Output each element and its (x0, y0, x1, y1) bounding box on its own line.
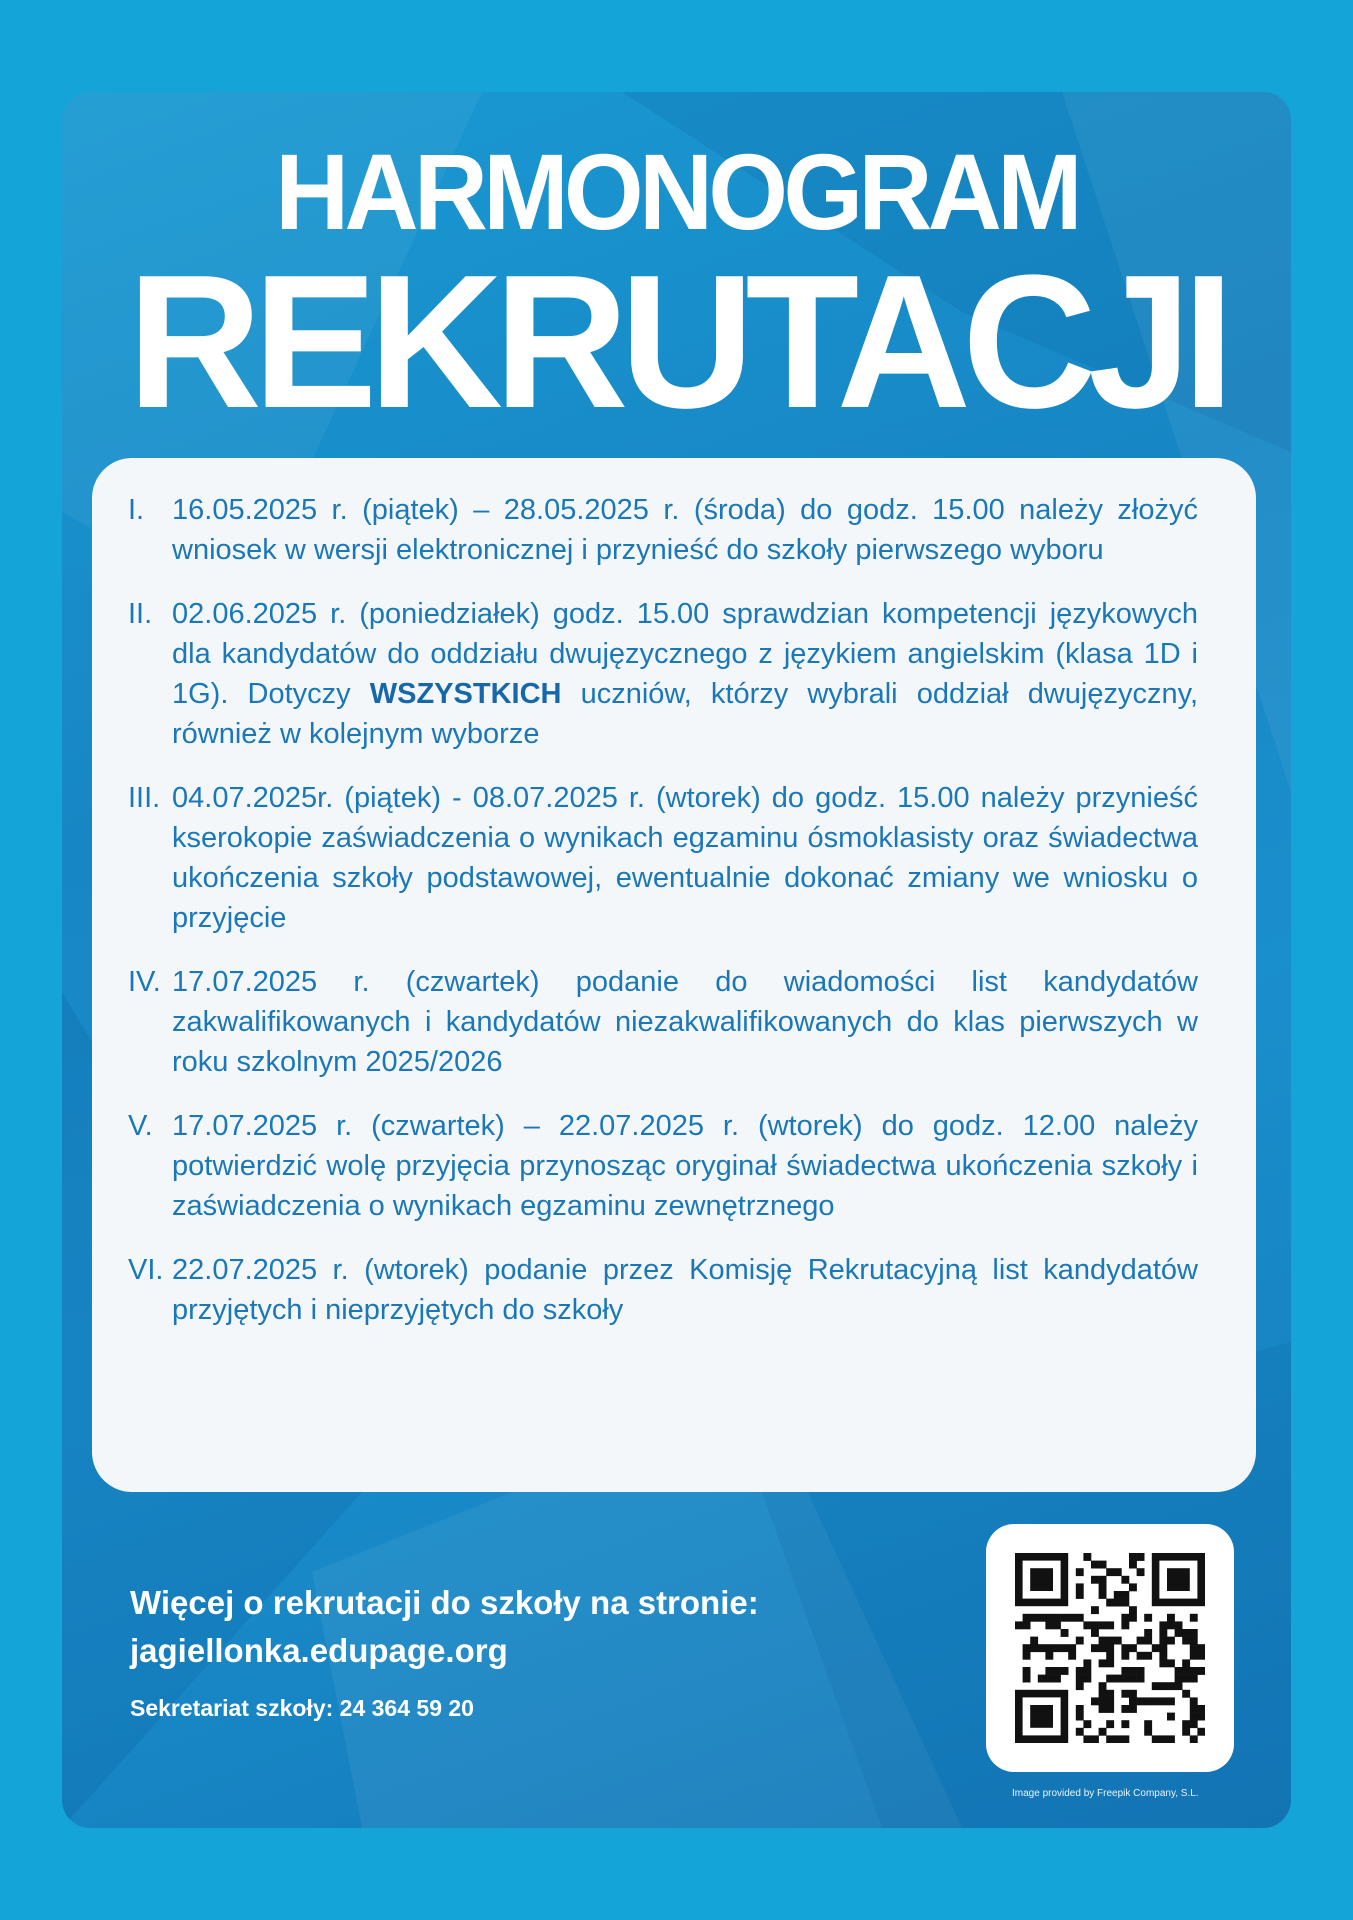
item-numeral: III. (128, 782, 161, 814)
item-text-after: uczniów, którzy wybrali oddział dwujęzyczny, również w kolejnym wyborze (172, 678, 1199, 750)
schedule-card (92, 458, 1256, 1492)
school-phone: Sekretariat szkoły: 24 364 59 20 (130, 1695, 474, 1721)
qr-code[interactable] (986, 1524, 1234, 1772)
title-line-1: HARMONOGRAM (275, 131, 1078, 252)
item-numeral: IV. (128, 966, 161, 998)
website-link[interactable]: jagiellonka.edupage.org (130, 1632, 508, 1669)
qr-code-icon (1015, 1553, 1205, 1743)
item-emphasis: WSZYSTKICH (369, 678, 562, 710)
item-text: 17.07.2025 r. (czwartek) – 22.07.2025 r. (wtorek) do godz. 12.00 należy potwierdzić wolę przyjęcia przynosząc oryginał świadectwa ukończenia szkoły i zaświadczenia o wynikach egzaminu zewnętrznego (172, 1110, 1198, 1222)
poster-panel (62, 92, 1291, 1828)
schedule-item (128, 1106, 1198, 1226)
item-numeral: V. (128, 1110, 153, 1142)
item-text: 22.07.2025 r. (wtorek) podanie przez Komisję Rekrutacyjną list kandydatów przyjętych i nieprzyjętych do szkoły (172, 1254, 1198, 1326)
item-numeral: VI. (128, 1254, 164, 1286)
schedule-item (128, 490, 1198, 570)
schedule-list (128, 490, 1198, 1354)
schedule-item (128, 962, 1198, 1082)
image-credit: Image provided by Freepik Company, S.L. (1012, 1788, 1199, 1799)
schedule-item (128, 1250, 1198, 1330)
schedule-item (128, 594, 1198, 754)
item-numeral: I. (128, 494, 145, 526)
item-text: 16.05.2025 r. (piątek) – 28.05.2025 r. (środa) do godz. 15.00 należy złożyć wniosek w wersji elektronicznej i przynieść do szkoły pierwszego wyboru (172, 494, 1198, 566)
schedule-item (128, 778, 1198, 938)
item-text (172, 594, 1198, 754)
item-text: 04.07.2025r. (piątek) - 08.07.2025 r. (wtorek) do godz. 15.00 należy przynieść kserokopie zaświadczenia o wynikach egzaminu ósmoklasisty oraz świadectwa ukończenia szkoły podstawowej, ewentualnie dokonać zmiany we wniosku o przyjęcie (172, 782, 1198, 934)
item-text-before: 02.06.2025 r. (poniedziałek) godz. 15.00 sprawdzian kompetencji językowych dla kandydatów do oddziału dwujęzycznego z językiem angielskim (klasa 1D i 1G). Dotyczy (172, 598, 1198, 710)
item-numeral: II. (128, 598, 153, 630)
title-line-2: REKRUTACJI (127, 236, 1226, 448)
more-info-label: Więcej o rekrutacji do szkoły na stronie: (130, 1584, 759, 1621)
item-text: 17.07.2025 r. (czwartek) podanie do wiadomości list kandydatów zakwalifikowanych i kandydatów niezakwalifikowanych do klas pierwszych w roku szkolnym 2025/2026 (172, 966, 1198, 1078)
